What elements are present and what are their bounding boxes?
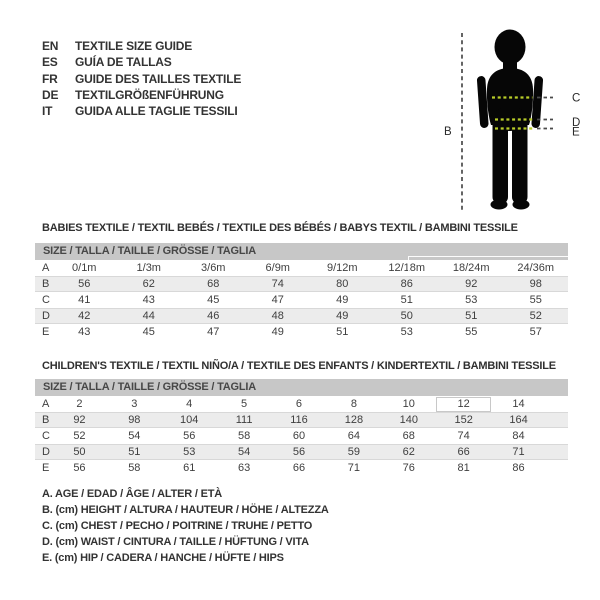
language-list: [42, 38, 241, 119]
legend-item-age: A. AGE / EDAD / ÂGE / ALTER / ETÀ: [42, 488, 223, 500]
size-value: 56: [78, 278, 91, 290]
size-value: 57: [529, 325, 542, 338]
size-value: 49: [336, 293, 349, 306]
size-value: 59: [347, 446, 360, 458]
size-value: 66: [457, 446, 470, 458]
size-row-B: [35, 412, 568, 428]
size-value: 51: [336, 325, 349, 338]
size-value: 3: [131, 397, 138, 410]
size-value: 51: [465, 310, 478, 322]
size-value: 51: [128, 446, 141, 458]
size-value: 86: [400, 278, 413, 290]
size-value: 71: [347, 461, 360, 474]
measure-label-c: C: [572, 92, 581, 105]
row-label: B: [42, 278, 50, 290]
size-value: 3/6m: [201, 261, 226, 274]
size-value: 0/1m: [72, 261, 97, 274]
size-value: 53: [183, 446, 196, 458]
size-row-C: [35, 428, 568, 444]
language-code: EN: [42, 39, 59, 53]
size-value: 44: [142, 310, 155, 322]
language-row-de: [42, 87, 241, 103]
size-value: 62: [142, 278, 155, 290]
measure-label-b: B: [444, 126, 452, 138]
row-label: C: [42, 293, 50, 306]
size-value: 80: [336, 278, 349, 290]
size-value: 14: [512, 397, 525, 410]
children-section-title: CHILDREN'S TEXTILE / TEXTIL NIÑO/A / TEXTILE DES ENFANTS / KINDERTEXTIL / BAMBINI TESSILE: [42, 360, 556, 372]
size-value: 66: [292, 461, 306, 474]
size-value: 4: [186, 397, 193, 410]
children-table-body: [35, 396, 568, 476]
babies-table-body: [35, 260, 568, 340]
size-value: 54: [128, 429, 141, 442]
size-value: 152: [454, 414, 473, 426]
size-value: 45: [207, 293, 220, 306]
size-row-A: [35, 260, 568, 276]
size-value: 111: [235, 414, 253, 426]
size-value: 84: [512, 429, 525, 442]
size-value: 6/9m: [265, 261, 290, 274]
size-value: 51: [400, 293, 413, 306]
size-value: 52: [73, 429, 86, 442]
size-value: 62: [402, 446, 415, 458]
size-value: 116: [290, 414, 308, 426]
children-size-table: [35, 379, 568, 476]
size-value: 74: [457, 429, 470, 442]
size-value: 49: [336, 310, 349, 322]
size-value: 10: [402, 397, 415, 410]
row-label: E: [42, 325, 50, 338]
size-value: 74: [271, 278, 284, 290]
row-label: B: [42, 414, 50, 426]
size-value: 43: [142, 293, 155, 306]
legend-item-height: B. (cm) HEIGHT / ALTURA / HAUTEUR / HÖHE / ALTEZZA: [42, 504, 329, 516]
size-value: 42: [78, 310, 91, 322]
legend-item-hip: E. (cm) HIP / CADERA / HANCHE / HÜFTE / HIPS: [42, 552, 284, 564]
size-row-D: [35, 308, 568, 324]
language-code: FR: [42, 71, 58, 86]
language-code: DE: [42, 87, 59, 102]
size-value: 164: [509, 414, 528, 426]
size-value: 8: [350, 397, 357, 410]
child-measurement-figure: [430, 10, 600, 230]
language-row-es: [42, 54, 241, 70]
size-row-B: [35, 276, 568, 292]
measurement-legend: [42, 486, 329, 566]
language-row-it: [42, 103, 241, 119]
measure-label-d: D: [572, 117, 581, 129]
size-value: 55: [529, 293, 542, 306]
child-silhouette-icon: [477, 30, 544, 210]
size-row-E: [35, 324, 568, 340]
size-value: 45: [142, 325, 155, 338]
size-value: 55: [465, 325, 478, 338]
size-value: 104: [180, 414, 199, 426]
size-value: 9/12m: [326, 261, 358, 274]
language-row-fr: [42, 71, 241, 87]
size-value: 52: [529, 310, 542, 322]
size-value: 76: [402, 461, 415, 474]
size-value: 50: [73, 446, 86, 458]
language-title: GUIDE DES TAILLES TEXTILE: [75, 71, 242, 86]
size-value: 50: [400, 310, 413, 322]
babies-section-title: BABIES TEXTILE / TEXTIL BEBÉS / TEXTILE DES BÉBÉS / BABYS TEXTIL / BAMBINI TESSILE: [42, 222, 518, 234]
size-value: 81: [457, 461, 470, 474]
language-title: GUÍA DE TALLAS: [75, 55, 172, 70]
size-value: 48: [271, 310, 284, 322]
size-value: 54: [237, 446, 251, 458]
row-label: A: [42, 261, 50, 274]
size-value: 128: [344, 414, 364, 426]
size-value: 47: [207, 325, 220, 338]
size-value: 24/36m: [517, 261, 555, 274]
size-value: 46: [207, 310, 220, 322]
size-row-D: [35, 444, 568, 460]
legend-item-chest: C. (cm) CHEST / PECHO / POITRINE / TRUHE / PETTO: [42, 520, 313, 532]
size-value: 12/18m: [388, 261, 426, 274]
size-value: 41: [78, 293, 91, 306]
size-value: 18/24m: [452, 261, 490, 274]
row-label: E: [42, 461, 50, 474]
size-value: 56: [292, 446, 306, 458]
size-value: 53: [465, 293, 478, 306]
size-value: 92: [73, 414, 86, 426]
size-value: 64: [347, 429, 360, 442]
size-value: 58: [128, 461, 141, 474]
language-row-en: [42, 38, 241, 54]
size-value: 58: [237, 429, 251, 442]
size-value: 2: [76, 397, 83, 410]
size-value: 68: [402, 429, 415, 442]
size-value: 1/3m: [136, 261, 161, 274]
row-label: D: [42, 310, 50, 322]
size-row-C: [35, 292, 568, 308]
size-value: 98: [128, 414, 141, 426]
size-value-highlighted: 12: [436, 397, 491, 412]
size-value: 98: [529, 278, 542, 290]
language-title: TEXTILE SIZE GUIDE: [75, 39, 193, 53]
size-value: 60: [292, 429, 306, 442]
language-code: IT: [42, 104, 53, 119]
size-value: 56: [183, 429, 196, 442]
size-value: 92: [465, 278, 478, 290]
measure-label-e: E: [572, 126, 580, 139]
size-value: 6: [295, 397, 303, 410]
row-label: D: [42, 446, 50, 458]
legend-item-waist: D. (cm) WAIST / CINTURA / TAILLE / HÜFTUNG / VITA: [42, 536, 309, 548]
size-row-A: [35, 396, 568, 412]
size-row-E: [35, 460, 568, 476]
size-value: 71: [512, 446, 525, 458]
size-value: 47: [271, 293, 284, 306]
size-value: 56: [73, 461, 86, 474]
size-value: 53: [400, 325, 413, 338]
size-value: 5: [241, 397, 248, 410]
row-label: C: [42, 429, 50, 442]
size-value: 61: [183, 461, 196, 474]
size-value: 86: [512, 461, 525, 474]
size-value: 140: [399, 414, 418, 426]
size-header-row: SIZE / TALLA / TAILLE / GRÖSSE / TAGLIA: [35, 379, 568, 396]
babies-size-table: [35, 243, 568, 340]
row-label: A: [42, 397, 50, 410]
size-value: 63: [237, 461, 251, 474]
size-value: 68: [207, 278, 220, 290]
size-value: 49: [271, 325, 284, 338]
size-header-row: SIZE / TALLA / TAILLE / GRÖSSE / TAGLIA: [35, 243, 568, 260]
size-value: 43: [78, 325, 91, 338]
language-title: GUIDA ALLE TAGLIE TESSILI: [75, 104, 238, 119]
language-title: TEXTILGRÖßENFÜHRUNG: [75, 87, 224, 102]
language-code: ES: [42, 55, 58, 70]
